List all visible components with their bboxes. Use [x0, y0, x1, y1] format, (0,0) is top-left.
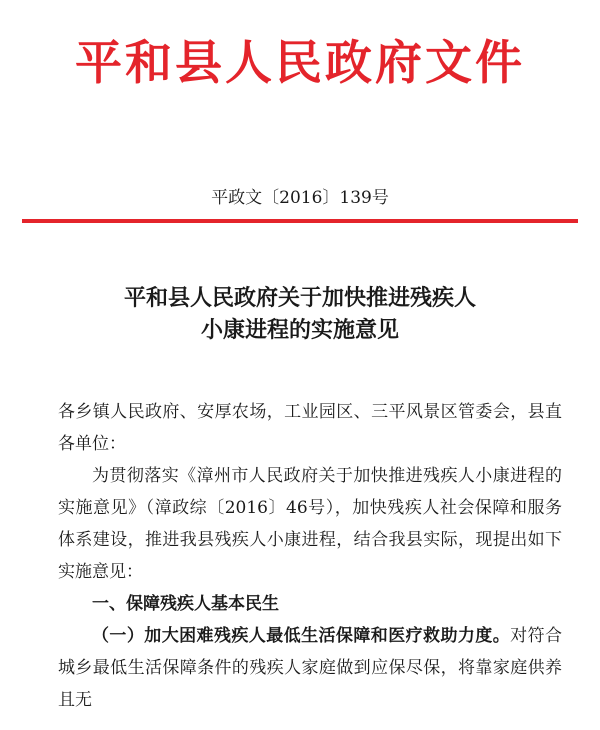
document-title-line-2: 小康进程的实施意见: [200, 318, 399, 343]
document-header-title: 平和县人民政府文件: [75, 36, 525, 91]
document-title: [0, 283, 600, 347]
subsection-1-heading: （一）加大困难残疾人最低生活保障和医疗救助力度。: [92, 626, 511, 646]
header-divider: [22, 219, 578, 223]
addressees-paragraph: 各乡镇人民政府、安厚农场，工业园区、三平风景区管委会，县直各单位：: [58, 402, 562, 454]
subsection-1-text: 对符合城乡最低生活保障条件的残疾人家庭做到应保尽保，将靠家庭供养且无: [58, 626, 563, 710]
document-title-line-1: 平和县人民政府关于加快推进残疾人: [123, 286, 476, 311]
document-body: [58, 396, 562, 716]
intro-paragraph: 为贯彻落实《漳州市人民政府关于加快推进残疾人小康进程的实施意见》（漳政综〔2016〕46号），加快残疾人社会保障和服务体系建设，推进我县残疾人小康进程，结合我县实际，现提出如下实施意见：: [58, 466, 562, 582]
document-number: 平政文〔2016〕139号: [211, 188, 389, 208]
subsection-1-paragraph: [58, 620, 562, 716]
section-1-heading: 一、保障残疾人基本民生: [92, 594, 279, 614]
